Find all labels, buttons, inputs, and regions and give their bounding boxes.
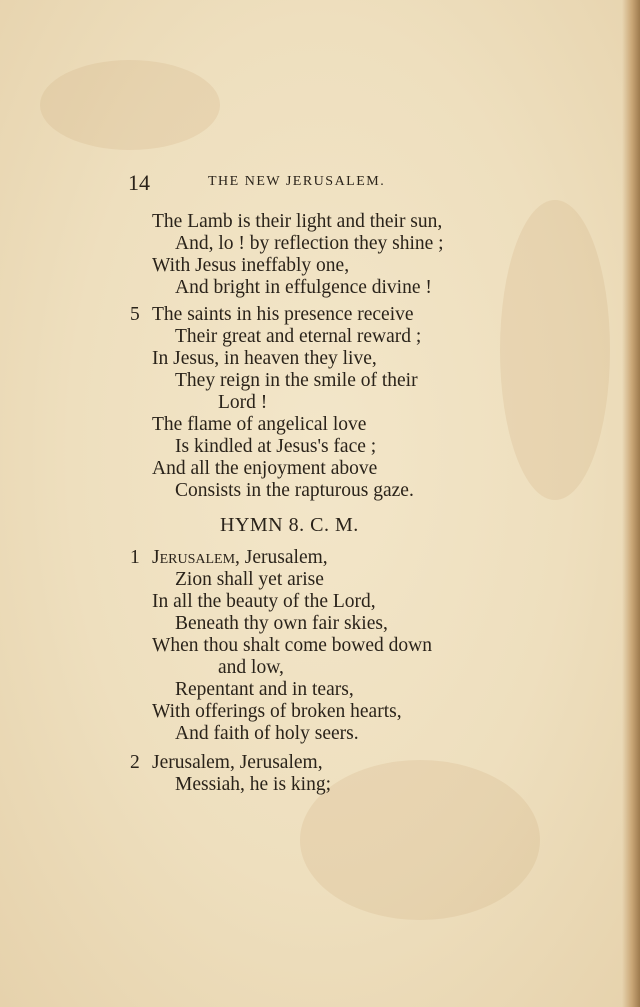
- verse-line: Beneath thy own fair skies,: [175, 613, 388, 634]
- verse-line: And bright in effulgence divine !: [175, 277, 432, 298]
- verse-line: With Jesus ineffably one,: [152, 255, 350, 276]
- verse-line: Repentant and in tears,: [175, 679, 354, 700]
- paper-stain: [500, 200, 610, 500]
- page-edge: [622, 0, 640, 1007]
- running-head: THE NEW JERUSALEM.: [208, 174, 386, 189]
- verse-number: 2: [130, 752, 140, 773]
- verse-line: Messiah, he is king;: [175, 774, 331, 795]
- verse-line: In Jesus, in heaven they live,: [152, 348, 377, 369]
- verse-line: Consists in the rapturous gaze.: [175, 480, 414, 501]
- verse-line: [152, 547, 328, 569]
- verse-line: And faith of holy seers.: [175, 723, 359, 744]
- first-word: Jerusalem,: [152, 547, 240, 568]
- verse-line: Jerusalem, Jerusalem,: [152, 752, 323, 773]
- verse-line: Lord !: [218, 392, 268, 413]
- verse-line: Their great and eternal reward ;: [175, 326, 422, 347]
- hymn-title: HYMN 8. C. M.: [220, 514, 359, 536]
- verse-line: With offerings of broken hearts,: [152, 701, 402, 722]
- verse-line: They reign in the smile of their: [175, 370, 418, 391]
- verse-line: The flame of angelical love: [152, 414, 367, 435]
- paper-stain: [300, 760, 540, 920]
- verse-line: and low,: [218, 657, 284, 678]
- verse-line: And all the enjoyment above: [152, 458, 378, 479]
- verse-line: Zion shall yet arise: [175, 569, 324, 590]
- verse-line: In all the beauty of the Lord,: [152, 591, 376, 612]
- first-line-rest: Jerusalem,: [239, 547, 328, 568]
- verse-number: 5: [130, 304, 140, 325]
- verse-line: The Lamb is their light and their sun,: [152, 211, 443, 232]
- page-number: 14: [128, 170, 150, 195]
- verse-line: Is kindled at Jesus's face ;: [175, 436, 377, 457]
- paper-stain: [40, 60, 220, 150]
- verse-line: When thou shalt come bowed down: [152, 635, 432, 656]
- verse-number: 1: [130, 547, 140, 568]
- verse-line: And, lo ! by reflection they shine ;: [175, 233, 444, 254]
- verse-line: The saints in his presence receive: [152, 304, 414, 325]
- page-header: [128, 170, 418, 196]
